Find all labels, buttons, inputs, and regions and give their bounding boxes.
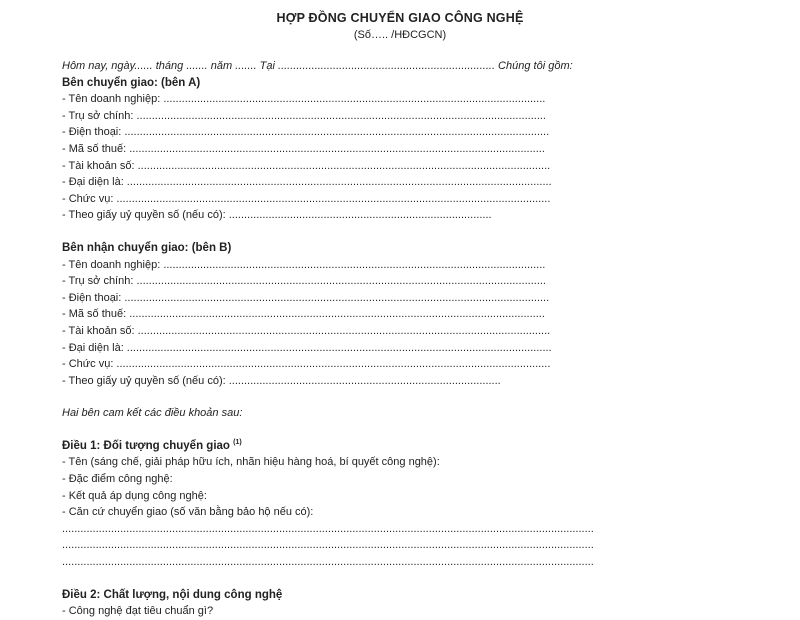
article-2-item: - Công nghệ đạt tiêu chuẩn gì? [62,605,214,618]
party-b-field: - Tài khoản số: ....................................................................................................................................... [62,324,551,337]
commitment-line: Hai bên cam kết các điều khoản sau: [62,407,243,420]
party-a-field: - Điện thoại: ........................................................................................................................................... [62,126,550,139]
party-b-field: - Đại diện là: ........................................................................................................................................... [62,341,552,354]
party-a-field: - Tài khoản số: ....................................................................................................................................... [62,159,551,172]
article-1-heading [62,438,742,455]
party-b-field: - Chức vụ: .............................................................................................................................................. [62,358,551,371]
blank-line: .............................................................................................................................................................................. [62,556,594,569]
party-a-field: - Tên doanh nghiệp: ............................................................................................................................. [62,93,546,106]
party-a-field: - Theo giấy uỷ quyền số (nếu có): ...................................................................................... [62,209,492,222]
article-2-heading: Điều 2: Chất lượng, nội dung công nghệ [62,588,283,601]
article-1-item: - Căn cứ chuyển giao (số văn bằng bảo hộ nếu có): [62,506,314,519]
intro-line: Hôm nay, ngày...... tháng ....... năm ....... Tại ....................................................................... Chúng tôi gồm: [62,60,573,72]
article-1-item: - Đặc điểm công nghệ: [62,473,173,486]
party-b-field: - Mã số thuế: ........................................................................................................................................ [62,308,545,321]
party-a-field: - Trụ sở chính: ...................................................................................................................................... [62,109,546,122]
article-1-item: - Kết quả áp dụng công nghệ: [62,489,207,502]
document-body [62,58,742,620]
article-1-title: Điều 1: Đối tượng chuyển giao [62,439,230,452]
party-b-field: - Tên doanh nghiệp: ............................................................................................................................. [62,258,546,271]
party-a-field: - Đại diện là: ........................................................................................................................................... [62,176,552,189]
party-b-field: - Theo giấy uỷ quyền số (nếu có): ......................................................................................... [62,374,501,387]
party-a-field: - Chức vụ: .............................................................................................................................................. [62,192,551,205]
blank-line: .............................................................................................................................................................................. [62,522,594,535]
document-title: HỢP ĐỒNG CHUYỂN GIAO CÔNG NGHỆ [276,11,524,25]
party-a-heading: Bên chuyển giao: (bên A) [62,76,201,89]
document-number: (Số….. /HĐCGCN) [353,29,447,41]
party-b-field: - Điện thoại: ........................................................................................................................................... [62,291,550,304]
article-1-item: - Tên (sáng chế, giải pháp hữu ích, nhãn hiệu hàng hoá, bí quyết công nghệ): [62,456,440,469]
footnote-marker: (1) [233,439,242,447]
party-b-heading: Bên nhận chuyển giao: (bên B) [62,241,232,254]
party-a-field: - Mã số thuế: ........................................................................................................................................ [62,142,545,155]
party-b-field: - Trụ sở chính: ...................................................................................................................................... [62,275,546,288]
blank-line: .............................................................................................................................................................................. [62,539,594,552]
